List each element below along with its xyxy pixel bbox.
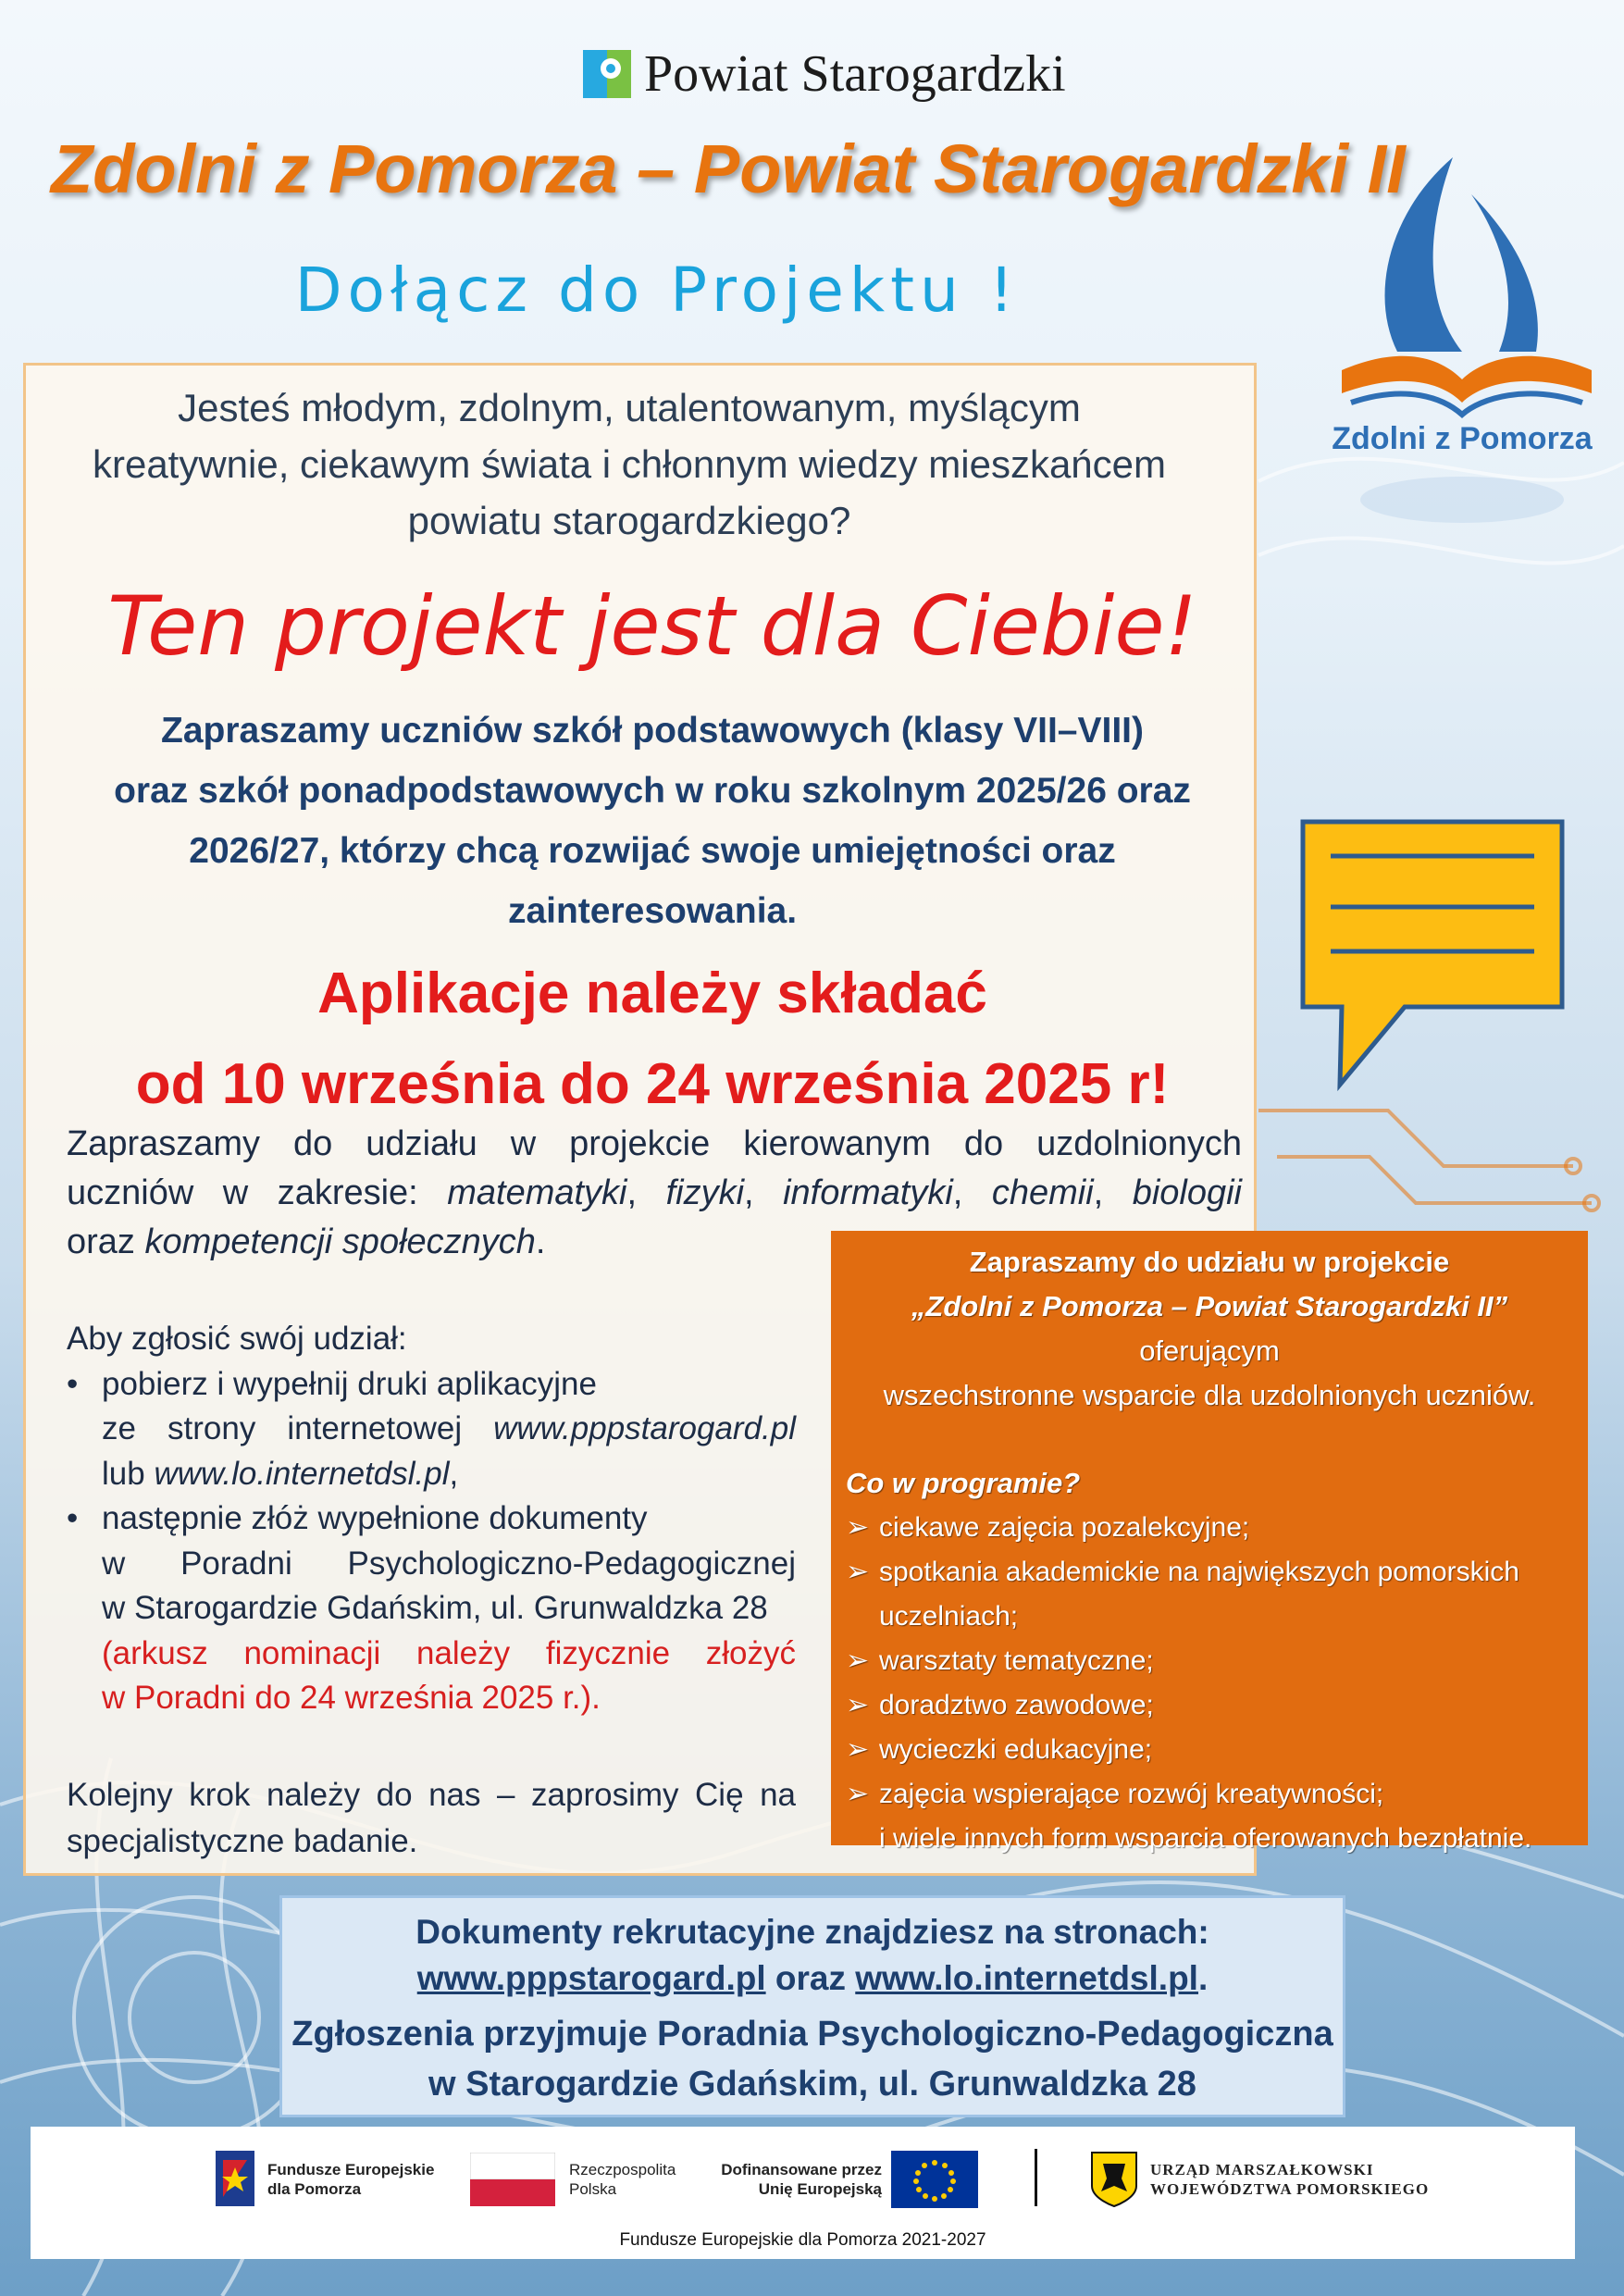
subject-social: kompetencji społecznych	[144, 1222, 536, 1261]
invite-line-3: 2026/27, którzy chcą rozwijać swoje umiejętności oraz	[189, 831, 1116, 871]
polish-flag-icon	[470, 2153, 555, 2206]
subjects-line-1: Zapraszamy do udziału w projekcie kierowanym do uzdolnionych	[67, 1124, 1242, 1163]
question-line-3: powiatu starogardzkiego?	[407, 499, 851, 542]
subject-physics: fizyki	[665, 1173, 745, 1212]
subject-math: matematyki	[447, 1173, 627, 1212]
subject-it: informatyki	[783, 1173, 953, 1212]
program-item: ➢ ciekawe zajęcia pozalekcyjne;	[846, 1506, 1573, 1550]
subject-chemistry: chemii	[991, 1173, 1094, 1212]
question-line-2: kreatywnie, ciekawym świata i chłonnym wiedzy mieszkańcem	[92, 442, 1167, 486]
invitation-text	[56, 701, 1249, 941]
zdolni-z-pomorza-logo	[1323, 139, 1601, 537]
how-to-heading: Aby zgłosić swój udział:	[67, 1321, 407, 1357]
step-download: • pobierz i wypełnij druki aplikacyjne ze strony internetowej www.pppstarogard.pl lub www.lo.internetdsl.pl,	[67, 1362, 796, 1497]
powiat-logo	[583, 44, 1066, 104]
nomination-note: (arkusz nominacji należy fizycznie złożyć	[102, 1634, 796, 1671]
docs-link-lo-internetdsl[interactable]: www.lo.internetdsl.pl	[855, 1959, 1198, 1997]
apply-line-1: Aplikacje należy składać	[317, 962, 987, 1025]
subjects-line-2: uczniów w zakresie: matematyki, fizyki, informatyki, chemii, biologii	[67, 1173, 1242, 1212]
apply-line-2: od 10 września do 24 września 2025 r!	[135, 1052, 1170, 1116]
program-item: ➢ zajęcia wspierające rozwój kreatywności;	[846, 1772, 1573, 1817]
documents-box: Dokumenty rekrutacyjne znajdziesz na stronach: www.pppstarogard.pl oraz www.lo.internetdsl.pl. Zgłoszenia przyjmuje Poradnia Psychologiczno-Pedagogiczna w Starogardzie Gdańskim, ul. Grunwaldzka 28	[279, 1895, 1345, 2117]
zdolni-logo-text: Zdolni z Pomorza	[1332, 421, 1593, 456]
pomorskie-emblem-icon	[1090, 2151, 1138, 2208]
program-item: ➢ wycieczki edukacyjne;	[846, 1728, 1573, 1772]
question-line-1: Jesteś młodym, zdolnym, utalentowanym, myślącym	[178, 386, 1081, 429]
program-list: ➢ ciekawe zajęcia pozalekcyjne; ➢ spotkania akademickie na największych pomorskich uczelniach; ➢ warsztaty tematyczne; ➢ doradztwo zawodowe; ➢ wycieczki edukacyjne; ➢ zajęcia wspierające rozwój kreatywności; i wiele innych form wsparcia oferowanych bezpłatnie.	[846, 1506, 1573, 1861]
steps-list	[67, 1362, 796, 1721]
program-heading: Co w programie?	[846, 1467, 1081, 1499]
main-title: Zdolni z Pomorza – Powiat Starogardzki II	[51, 130, 1406, 207]
invite-line-2: oraz szkół ponadpodstawowych w roku szkolnym 2025/26 oraz	[114, 771, 1191, 811]
funding-bar: Fundusze Europejskie dla Pomorza Rzeczpospolita Polska Dofinansowane przez Unię Europejską URZĄD MARSZAŁKOWSKI WOJEWÓDZTWA POMORSKIEGO Fundusze Europejskie dla Pomorza 2021-2027	[31, 2127, 1575, 2259]
speech-bubble-icon	[1295, 814, 1573, 1092]
subject-biology: biologii	[1132, 1173, 1242, 1212]
application-deadline	[56, 949, 1249, 1130]
powiat-logo-text: Powiat Starogardzki	[644, 45, 1066, 103]
invite-line-4: zainteresowania.	[507, 891, 798, 931]
step-submit: • następnie złóż wypełnione dokumenty w Poradni Psychologiczno-Pedagogicznej w Starogardzie Gdańskim, ul. Grunwaldzka 28 (arkusz nominacji należy fizycznie złożyć w Poradni do 24 września 2025 r.).	[67, 1496, 796, 1721]
link-pppstarogard[interactable]: www.pppstarogard.pl	[493, 1410, 796, 1446]
program-invite: Zapraszamy do udziału w projekcie „Zdolni z Pomorza – Powiat Starogardzki II” oferującym wszechstronne wsparcie dla uzdolnionych uczniów.	[883, 1246, 1536, 1411]
program-closing: i wiele innych form wsparcia oferowanych bezpłatnie.	[879, 1823, 1532, 1854]
funding-footer: Fundusze Europejskie dla Pomorza 2021-2027	[619, 2230, 986, 2250]
for-you-headline: Ten projekt jest dla Ciebie!	[107, 578, 1197, 674]
program-box	[831, 1231, 1588, 1854]
program-item: ➢ spotkania akademickie na największych pomorskich	[846, 1550, 1573, 1595]
next-step-paragraph: Kolejny krok należy do nas – zaprosimy Cię na specjalistyczne badanie.	[67, 1777, 796, 1859]
join-headline: Dołącz do Projektu !	[294, 254, 1020, 326]
fe-logo-icon	[216, 2151, 254, 2206]
program-item: ➢ warsztaty tematyczne;	[846, 1639, 1573, 1683]
program-item: ➢ doradztwo zawodowe;	[846, 1683, 1573, 1728]
intro-question	[56, 379, 1203, 549]
eu-flag-icon	[891, 2151, 978, 2208]
powiat-emblem-icon	[583, 50, 631, 98]
docs-link-pppstarogard[interactable]: www.pppstarogard.pl	[416, 1959, 766, 1997]
how-to-apply	[67, 1317, 796, 1721]
link-lo-internetdsl[interactable]: www.lo.internetdsl.pl	[154, 1455, 450, 1492]
invite-line-1: Zapraszamy uczniów szkół podstawowych (klasy VII–VIII)	[161, 711, 1144, 751]
subjects-line-3: oraz kompetencji społecznych.	[67, 1222, 546, 1261]
divider	[1035, 2149, 1037, 2206]
